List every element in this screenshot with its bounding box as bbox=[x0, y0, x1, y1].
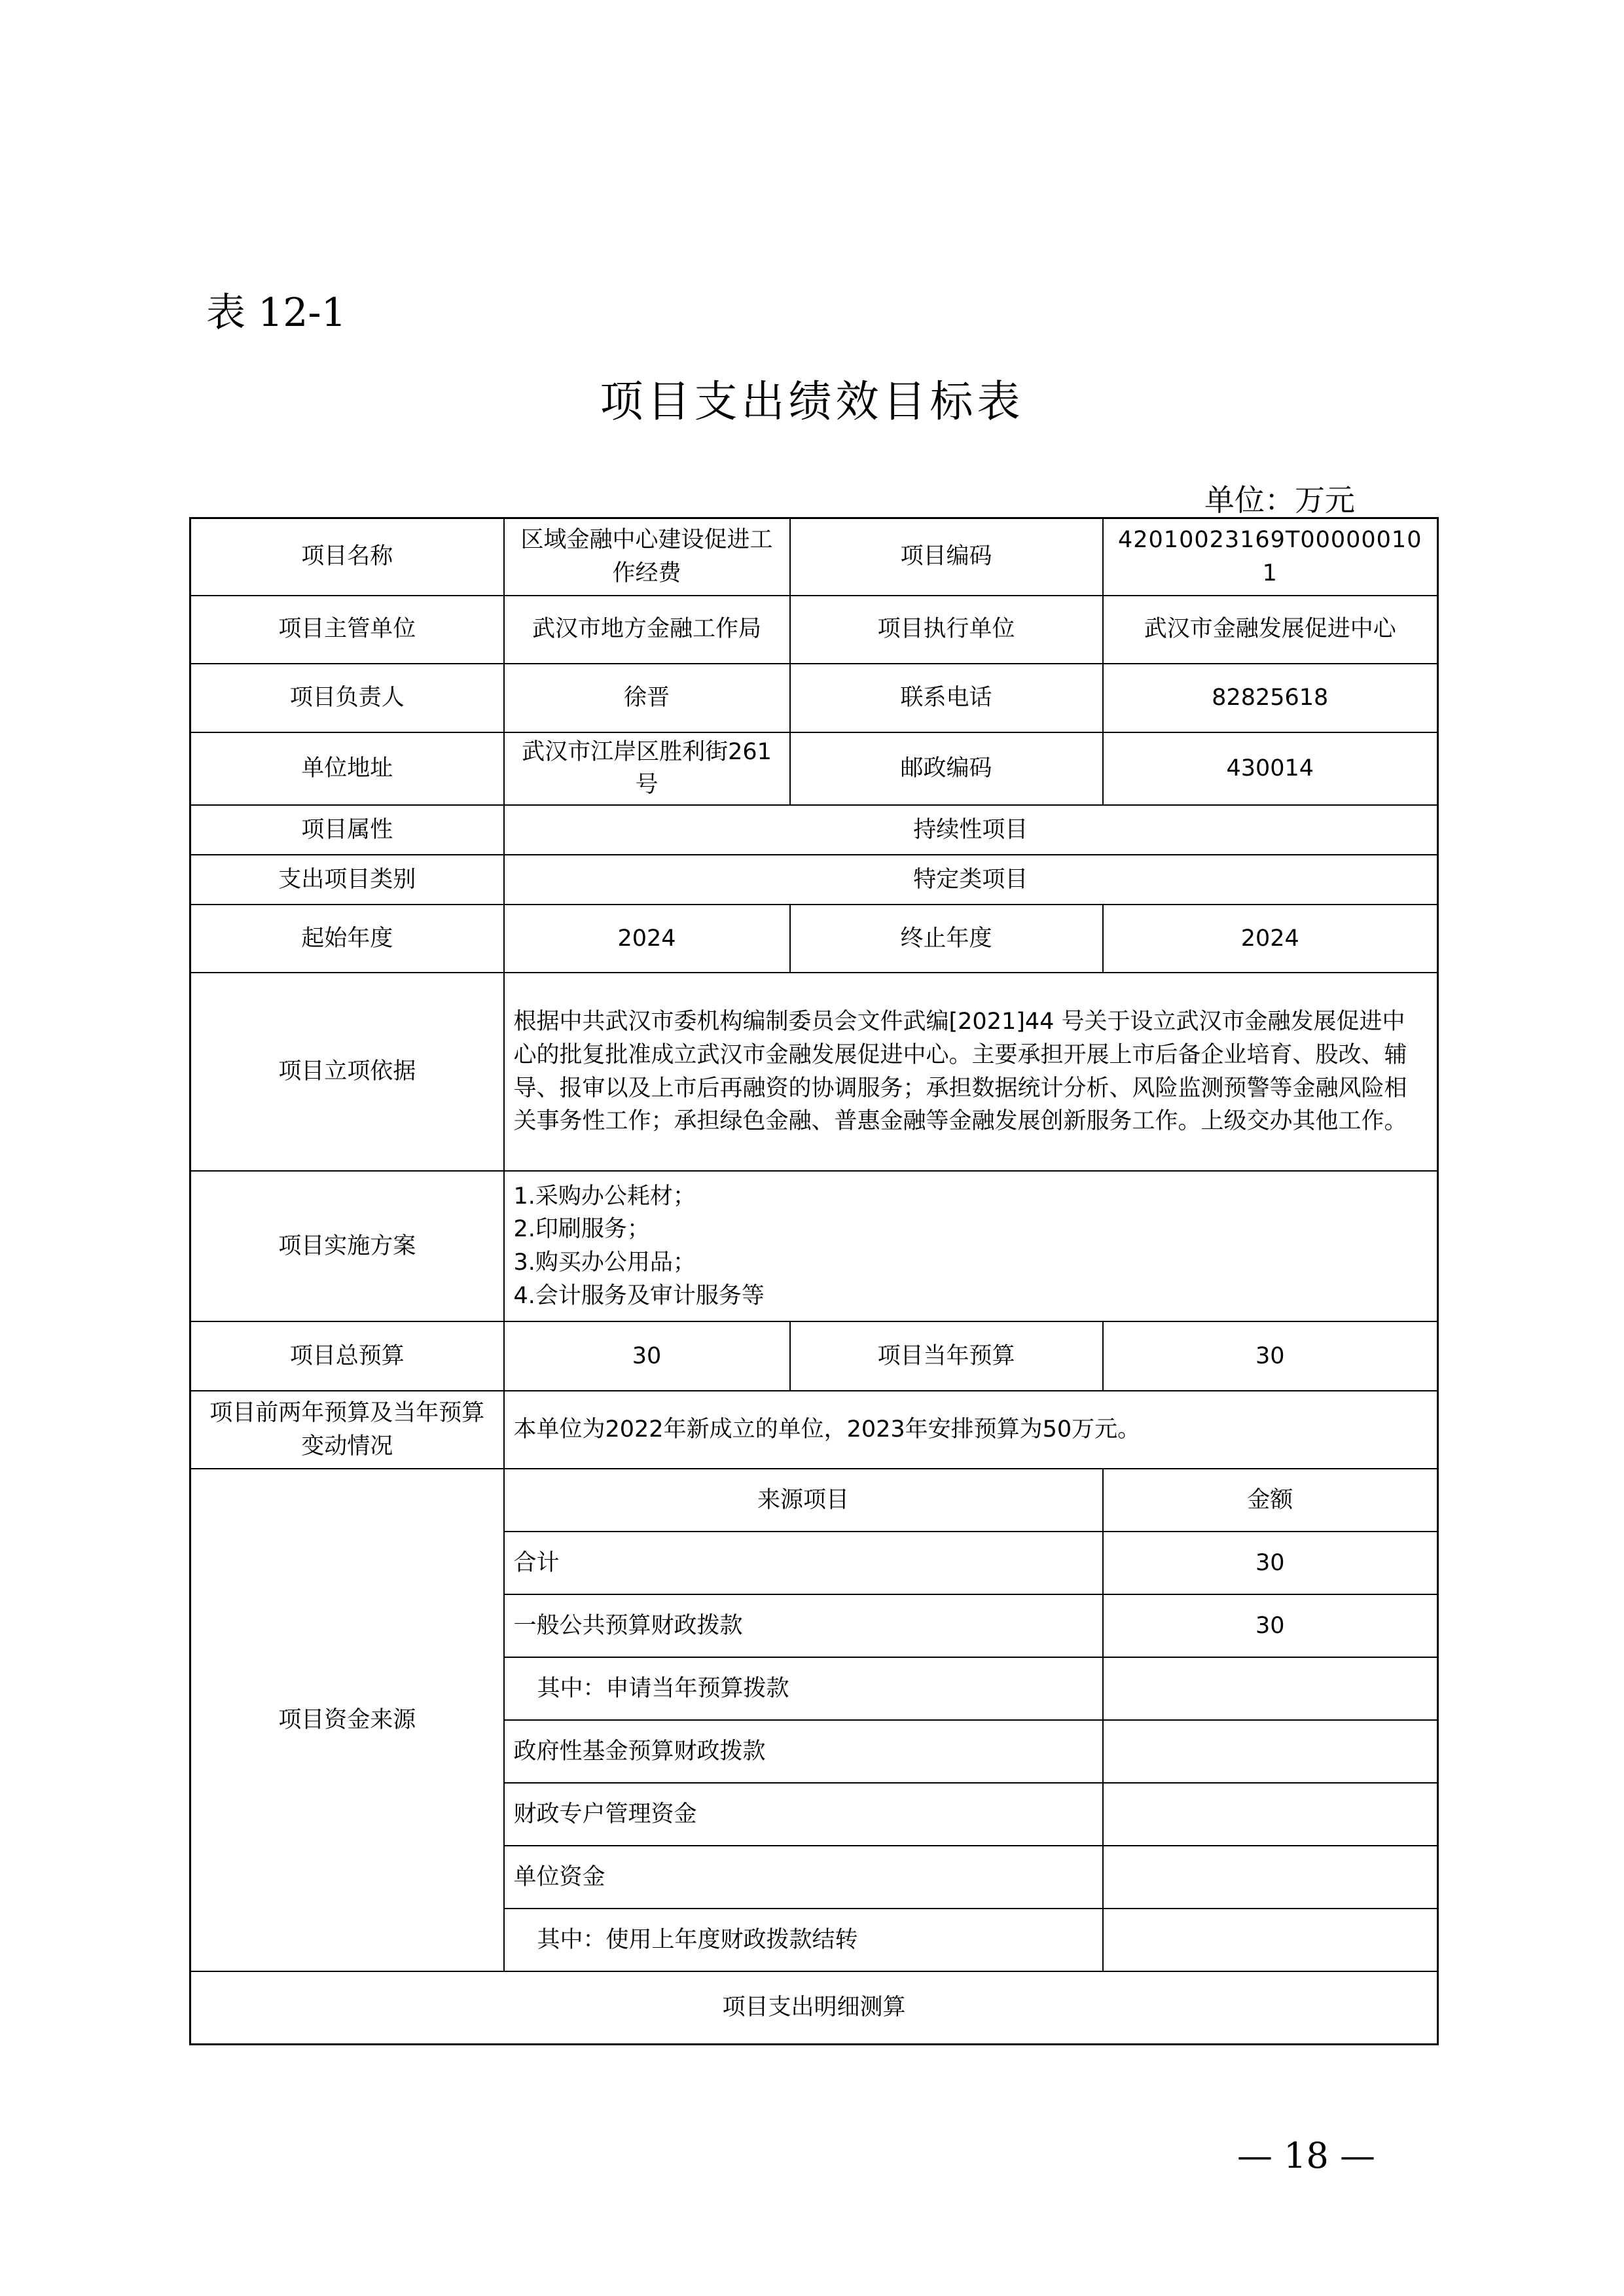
table-row bbox=[190, 664, 1438, 732]
funding-source: 单位资金 bbox=[504, 1846, 1103, 1909]
plan-label: 项目实施方案 bbox=[190, 1171, 504, 1321]
total-budget-value: 30 bbox=[504, 1321, 790, 1391]
end-year-label: 终止年度 bbox=[790, 905, 1103, 973]
leader-label: 项目负责人 bbox=[190, 664, 504, 732]
table-row bbox=[190, 1321, 1438, 1391]
postcode-value: 430014 bbox=[1103, 732, 1438, 806]
funding-amount bbox=[1103, 1909, 1438, 1971]
table-row bbox=[190, 805, 1438, 855]
performance-target-table bbox=[189, 517, 1439, 2045]
page-title: 项目支出绩效目标表 bbox=[600, 376, 1024, 427]
table-row bbox=[190, 596, 1438, 664]
page-number: — 18 — bbox=[1237, 2135, 1376, 2176]
total-budget-label: 项目总预算 bbox=[190, 1321, 504, 1391]
funding-amount bbox=[1103, 1720, 1438, 1783]
basis-value: 根据中共武汉市委机构编制委员会文件武编[2021]44 号关于设立武汉市金融发展促进中心的批复批准成立武汉市金融发展促进中心。主要承担开展上市后备企业培育、股改、辅导、报审以及上市后再融资的协调服务；承担数据统计分析、风险监测预警等金融风险相关事务性工作；承担绿色金融、普惠金融等金融发展创新服务工作。上级交办其他工作。 bbox=[504, 973, 1438, 1171]
supervisor-label: 项目主管单位 bbox=[190, 596, 504, 664]
category-label: 支出项目类别 bbox=[190, 855, 504, 905]
plan-list bbox=[504, 1171, 1438, 1321]
funding-source: 一般公共预算财政拨款 bbox=[504, 1594, 1103, 1657]
start-year-label: 起始年度 bbox=[190, 905, 504, 973]
budget-change-value: 本单位为2022年新成立的单位，2023年安排预算为50万元。 bbox=[504, 1391, 1438, 1469]
funding-source: 财政专户管理资金 bbox=[504, 1783, 1103, 1846]
phone-label: 联系电话 bbox=[790, 664, 1103, 732]
funding-header-amount: 金额 bbox=[1103, 1469, 1438, 1532]
funding-amount bbox=[1103, 1783, 1438, 1846]
funding-amount bbox=[1103, 1846, 1438, 1909]
year-budget-label: 项目当年预算 bbox=[790, 1321, 1103, 1391]
year-budget-value: 30 bbox=[1103, 1321, 1438, 1391]
attribute-label: 项目属性 bbox=[190, 805, 504, 855]
executor-value: 武汉市金融发展促进中心 bbox=[1103, 596, 1438, 664]
funding-source: 合计 bbox=[504, 1532, 1103, 1594]
funding-amount: 30 bbox=[1103, 1532, 1438, 1594]
address-value: 武汉市江岸区胜利街261号 bbox=[504, 732, 790, 806]
leader-value: 徐晋 bbox=[504, 664, 790, 732]
start-year-value: 2024 bbox=[504, 905, 790, 973]
plan-item: 3.购买办公用品； bbox=[513, 1249, 696, 1276]
table-row bbox=[190, 1971, 1438, 2044]
funding-source: 政府性基金预算财政拨款 bbox=[504, 1720, 1103, 1783]
table-label: 表 12-1 bbox=[206, 290, 346, 336]
end-year-value: 2024 bbox=[1103, 905, 1438, 973]
basis-label: 项目立项依据 bbox=[190, 973, 504, 1171]
executor-label: 项目执行单位 bbox=[790, 596, 1103, 664]
unit-label: 单位：万元 bbox=[1204, 482, 1355, 518]
funding-amount bbox=[1103, 1657, 1438, 1720]
plan-item: 2.印刷服务； bbox=[513, 1216, 650, 1243]
project-name-label: 项目名称 bbox=[190, 518, 504, 596]
table-row bbox=[190, 518, 1438, 596]
funding-label: 项目资金来源 bbox=[190, 1469, 504, 1971]
postcode-label: 邮政编码 bbox=[790, 732, 1103, 806]
table-row bbox=[190, 1171, 1438, 1321]
attribute-value: 持续性项目 bbox=[504, 805, 1438, 855]
table-row bbox=[190, 973, 1438, 1171]
table-row bbox=[190, 855, 1438, 905]
phone-value: 82825618 bbox=[1103, 664, 1438, 732]
budget-change-label: 项目前两年预算及当年预算变动情况 bbox=[190, 1391, 504, 1469]
funding-header-source: 来源项目 bbox=[504, 1469, 1103, 1532]
table-row bbox=[190, 905, 1438, 973]
table-row bbox=[190, 732, 1438, 806]
address-label: 单位地址 bbox=[190, 732, 504, 806]
detail-heading: 项目支出明细测算 bbox=[190, 1971, 1438, 2044]
plan-item: 4.会计服务及审计服务等 bbox=[513, 1282, 765, 1309]
project-code-value: 42010023169T000000101 bbox=[1103, 518, 1438, 596]
funding-source: 其中：申请当年预算拨款 bbox=[504, 1657, 1103, 1720]
plan-item: 1.采购办公耗材； bbox=[513, 1183, 696, 1210]
funding-amount: 30 bbox=[1103, 1594, 1438, 1657]
supervisor-value: 武汉市地方金融工作局 bbox=[504, 596, 790, 664]
funding-source: 其中：使用上年度财政拨款结转 bbox=[504, 1909, 1103, 1971]
project-code-label: 项目编码 bbox=[790, 518, 1103, 596]
table-row bbox=[190, 1469, 1438, 1532]
table-row bbox=[190, 1391, 1438, 1469]
project-name-value: 区域金融中心建设促进工作经费 bbox=[504, 518, 790, 596]
category-value: 特定类项目 bbox=[504, 855, 1438, 905]
